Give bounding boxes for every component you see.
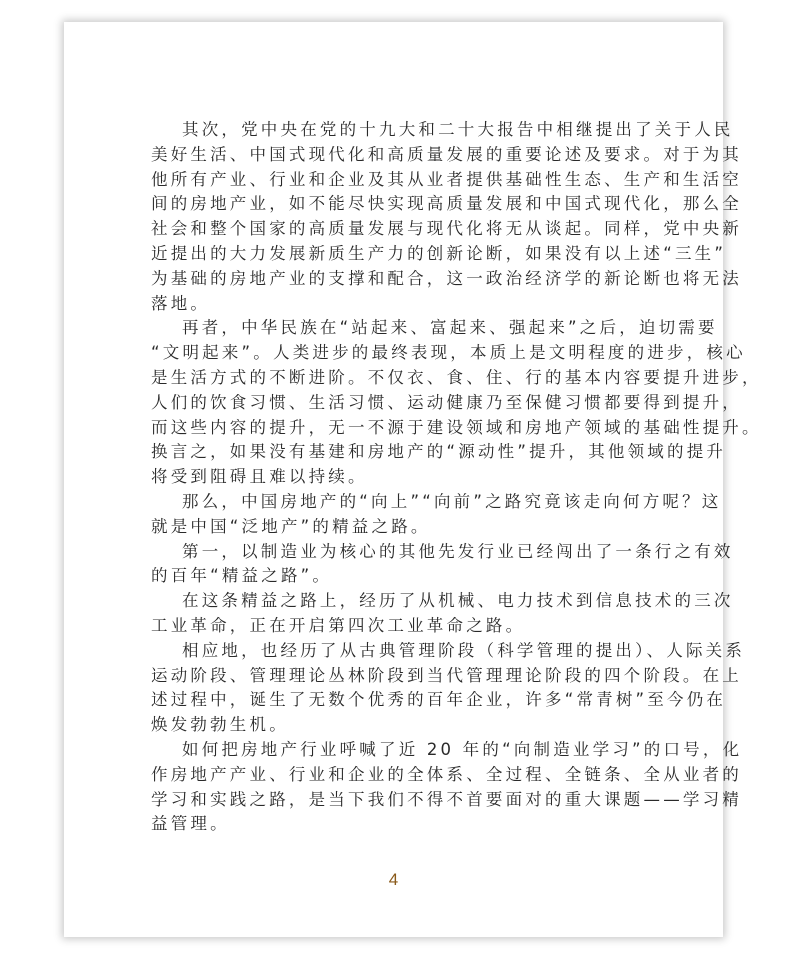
text-line: 焕发勃勃生机。 xyxy=(151,715,289,735)
text-line: 间的房地产业，如不能尽快实现高质量发展和中国式现代化，那么全 xyxy=(151,194,742,214)
text-line: 在这条精益之路上，经历了从机械、电力技术到信息技术的三次 xyxy=(182,591,734,611)
text-line: 是生活方式的不断进阶。不仅衣、食、住、行的基本内容要提升进步， xyxy=(151,367,762,387)
text-line: 那么，中国房地产的“向上”“向前”之路究竟该走向何方呢？这 xyxy=(182,491,722,511)
text-line: 美好生活、中国式现代化和高质量发展的重要论述及要求。对于为其 xyxy=(151,144,742,164)
text-line: 述过程中，诞生了无数个优秀的百年企业，许多“常青树”至今仍在 xyxy=(151,690,727,710)
text-line: 换言之，如果没有基建和房地产的“源动性”提升，其他领域的提升 xyxy=(151,442,727,462)
text-line: 将受到阻碍且难以持续。 xyxy=(151,467,368,487)
text-line: “文明起来”。人类进步的最终表现，本质上是文明程度的进步，核心 xyxy=(151,343,746,363)
text-line: 学习和实践之路，是当下我们不得不首要面对的重大课题——学习精 xyxy=(151,789,742,809)
text-line: 运动阶段、管理理论丛林阶段到当代管理理论阶段的四个阶段。在上 xyxy=(151,665,742,685)
paragraph xyxy=(151,639,746,738)
text-line: 作房地产产业、行业和企业的全体系、全过程、全链条、全从业者的 xyxy=(151,764,742,784)
text-line: 近提出的大力发展新质生产力的创新论断，如果没有以上述“三生” xyxy=(151,243,727,263)
page-number: 4 xyxy=(388,870,399,889)
paragraph xyxy=(151,316,762,490)
text-line: 其次，党中央在党的十九大和二十大报告中相继提出了关于人民 xyxy=(182,120,734,139)
text-line: 再者，中华民族在“站起来、富起来、强起来”之后，迫切需要 xyxy=(182,318,718,338)
text-line: 他所有产业、行业和企业及其从业者提供基础性生态、生产和生活空 xyxy=(151,169,742,189)
text-line: 益管理。 xyxy=(151,814,230,834)
text-line: 而这些内容的提升，无一不源于建设领域和房地产领域的基础性提升。 xyxy=(151,417,762,437)
text-line: 的百年“精益之路”。 xyxy=(151,566,333,586)
text-line: 落地。 xyxy=(151,293,211,313)
text-line: 为基础的房地产业的支撑和配合，这一政治经济学的新论断也将无法 xyxy=(151,268,742,288)
text-line: 第一，以制造业为核心的其他先发行业已经闯出了一条行之有效 xyxy=(182,541,734,561)
paragraph xyxy=(151,589,734,639)
paragraph xyxy=(151,118,742,316)
document-page xyxy=(64,22,762,937)
text-line: 相应地，也经历了从古典管理阶段（科学管理的提出）、人际关系 xyxy=(182,640,746,660)
paragraph xyxy=(151,738,743,837)
body-text xyxy=(151,118,762,837)
paragraph xyxy=(151,490,722,540)
text-line: 工业革命，正在开启第四次工业革命之路。 xyxy=(151,615,526,635)
text-line: 社会和整个国家的高质量发展与现代化将无从谈起。同样，党中央新 xyxy=(151,219,742,239)
paragraph xyxy=(151,540,734,590)
text-line: 就是中国“泛地产”的精益之路。 xyxy=(151,516,431,536)
text-line: 如何把房地产行业呼喊了近 20 年的“向制造业学习”的口号，化 xyxy=(182,739,743,759)
text-line: 人们的饮食习惯、生活习惯、运动健康乃至保健习惯都要得到提升， xyxy=(151,392,742,412)
